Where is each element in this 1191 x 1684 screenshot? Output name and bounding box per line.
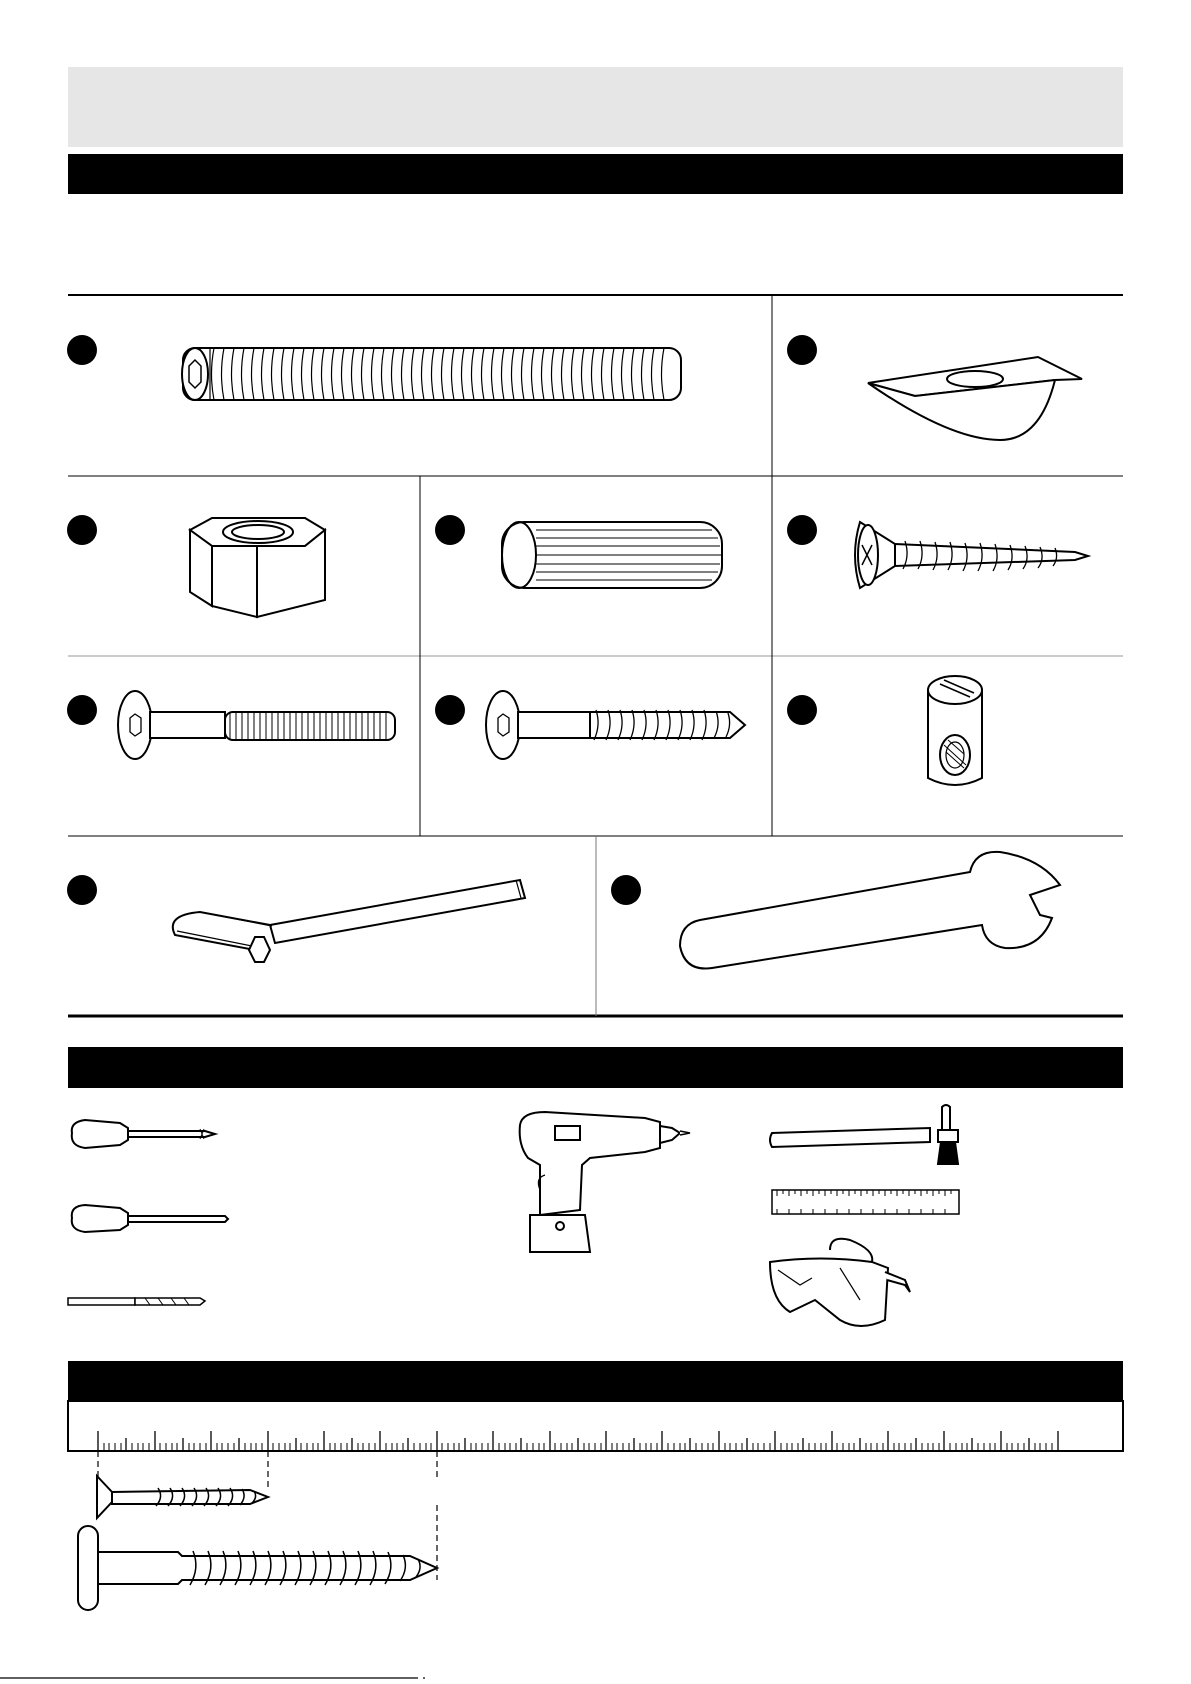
scale-screw-long-icon <box>78 1526 437 1610</box>
part-bullet <box>787 695 817 725</box>
wood-bolt-icon <box>486 691 745 759</box>
countersunk-screw-icon <box>855 522 1088 588</box>
half-moon-washer-icon <box>868 357 1082 440</box>
scale-ruler <box>68 1401 1123 1451</box>
hex-nut-icon <box>190 518 325 617</box>
grub-screw-icon <box>182 348 681 400</box>
part-bullet <box>611 875 641 905</box>
safety-goggles-icon <box>770 1239 910 1326</box>
part-bullet <box>787 515 817 545</box>
part-bullets <box>67 335 817 905</box>
part-bullet <box>67 335 97 365</box>
spanner-icon <box>680 852 1060 969</box>
part-bullet <box>435 695 465 725</box>
scale-screw-short-icon <box>97 1476 268 1518</box>
cordless-drill-icon <box>520 1112 690 1252</box>
part-bullet <box>67 695 97 725</box>
tape-measure-icon <box>772 1190 959 1214</box>
part-bullet <box>787 335 817 365</box>
barrel-nut-icon <box>928 676 982 785</box>
hammer-icon <box>770 1105 958 1164</box>
wooden-dowel-icon <box>502 522 722 588</box>
drill-bit-icon <box>68 1298 205 1305</box>
allen-key-icon <box>173 880 525 962</box>
part-bullet <box>435 515 465 545</box>
part-bullet <box>67 515 97 545</box>
part-bullet <box>67 875 97 905</box>
phillips-screwdriver-icon <box>72 1120 215 1148</box>
flat-screwdriver-icon <box>72 1205 228 1232</box>
connector-bolt-icon <box>118 691 395 759</box>
